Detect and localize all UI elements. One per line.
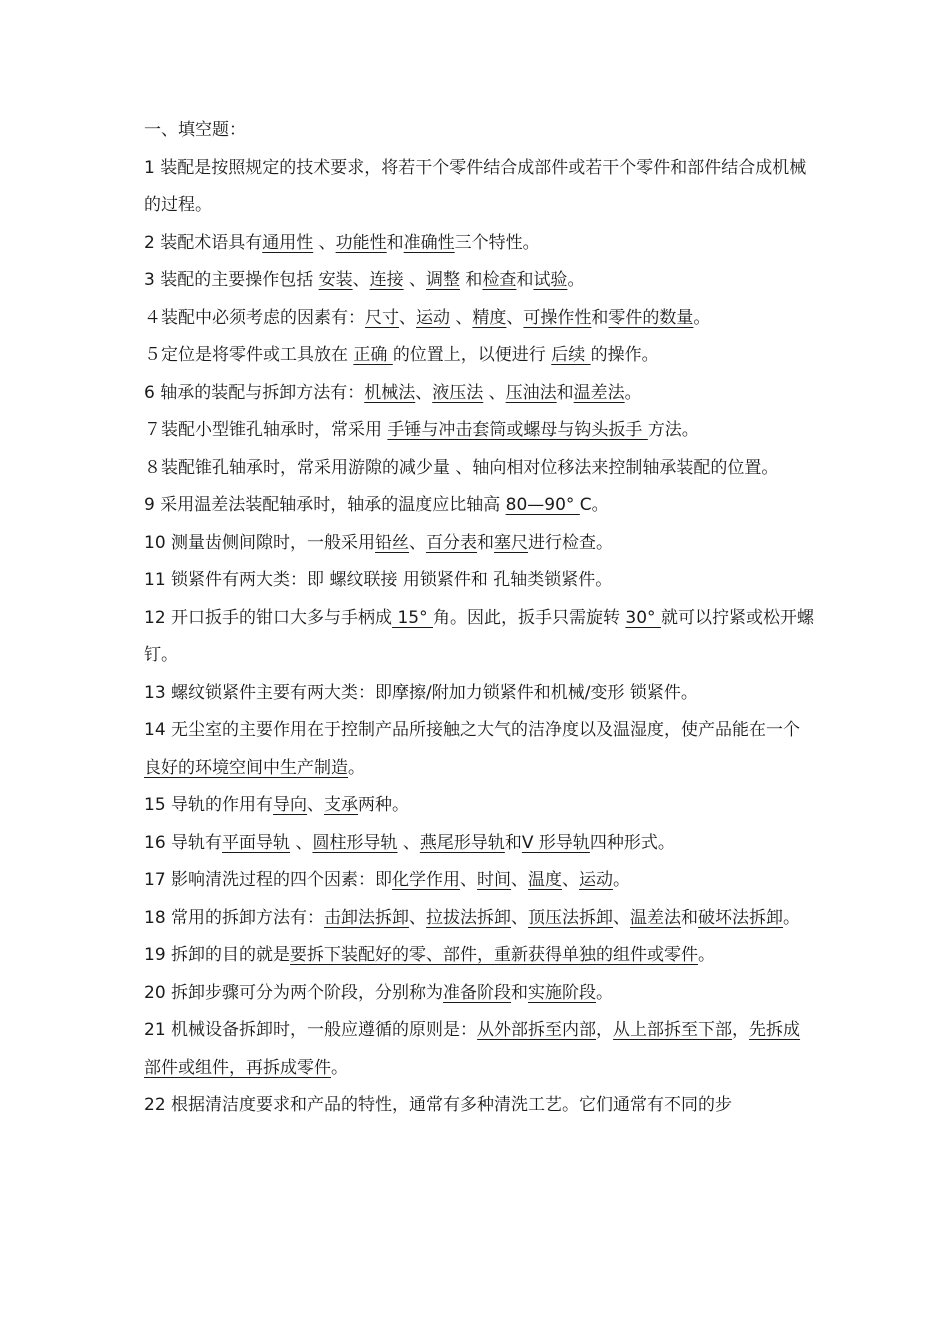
question-text: 10 测量齿侧间隙时，一般采用 bbox=[144, 532, 376, 553]
section-heading: 一、填空题： bbox=[144, 120, 246, 140]
question-item bbox=[144, 562, 814, 600]
answer-blank: 温差法 bbox=[630, 907, 682, 928]
answer-blank: 顶压法拆卸 bbox=[528, 907, 614, 928]
question-text: 三个特性。 bbox=[454, 232, 540, 253]
question-text: 。 bbox=[698, 945, 716, 965]
question-text: 和 bbox=[681, 907, 699, 928]
question-text: 12 开口扳手的钳口大多与手柄成 bbox=[144, 607, 393, 628]
answer-blank: 后续 bbox=[551, 345, 591, 365]
answer-blank: 时间 bbox=[477, 870, 512, 890]
answer-blank: 机械法 bbox=[364, 382, 416, 403]
answer-blank: 可操作性 bbox=[523, 307, 592, 328]
question-text: 、 bbox=[290, 832, 313, 853]
answer-blank: 良好的环境空间中生产制造 bbox=[144, 757, 348, 778]
answer-blank: 导向 bbox=[273, 795, 308, 815]
question-text: 就可以拧紧或松开螺钉。 bbox=[144, 607, 814, 665]
answer-blank: 铅丝 bbox=[375, 532, 410, 553]
question-text: 角。因此，扳手只需旋转 bbox=[433, 607, 626, 628]
answer-blank: 80—90° bbox=[505, 495, 580, 515]
answer-blank: 功能性 bbox=[335, 232, 387, 253]
answer-blank: 检查 bbox=[482, 270, 517, 290]
question-text: 。 bbox=[624, 382, 642, 403]
answer-blank: 准备阶段 bbox=[443, 982, 512, 1003]
question-text: 、 bbox=[415, 382, 433, 403]
question-text: 17 影响清洗过程的四个因素：即 bbox=[144, 870, 393, 890]
question-text: 。 bbox=[693, 307, 711, 328]
question-text: ， bbox=[732, 1020, 750, 1040]
answer-blank: 圆柱形导轨 bbox=[312, 832, 398, 853]
document-page bbox=[144, 112, 814, 1125]
answer-blank: 试验 bbox=[533, 270, 568, 290]
question-text: 。 bbox=[613, 870, 631, 890]
question-text: C。 bbox=[579, 495, 609, 515]
question-item bbox=[144, 225, 814, 263]
question-text: 和 bbox=[477, 532, 495, 553]
question-text: 6 轴承的装配与拆卸方法有： bbox=[144, 382, 365, 403]
answer-blank: 精度 bbox=[472, 307, 507, 328]
question-text: 18 常用的拆卸方法有： bbox=[144, 907, 325, 928]
question-list bbox=[144, 150, 814, 1125]
question-text: 15 导轨的作用有 bbox=[144, 795, 274, 815]
answer-blank: 实施阶段 bbox=[528, 982, 597, 1003]
answer-blank: 从上部拆至下部 bbox=[613, 1020, 733, 1040]
question-text: ４装配中必须考虑的因素有： bbox=[144, 307, 365, 328]
answer-blank: 燕尾形导轨 bbox=[419, 832, 505, 853]
question-text: 四种形式。 bbox=[589, 832, 675, 853]
question-text: 、 bbox=[511, 907, 529, 928]
question-text: 21 机械设备拆卸时，一般应遵循的原则是： bbox=[144, 1020, 478, 1040]
question-text: 22 根据清洁度要求和产品的特性，通常有多种清洗工艺。它们通常有不同的步 bbox=[144, 1095, 733, 1115]
question-text: 11 锁紧件有两大类：即 螺纹联接 用锁紧件和 孔轴类锁紧件。 bbox=[144, 570, 613, 590]
question-text: 、 bbox=[399, 307, 416, 328]
question-text: 19 拆卸的目的就是 bbox=[144, 945, 291, 965]
question-item bbox=[144, 375, 814, 413]
question-item bbox=[144, 900, 814, 938]
question-text: 3 装配的主要操作包括 bbox=[144, 270, 319, 290]
question-text: 16 导轨有 bbox=[144, 832, 223, 853]
answer-blank: 调整 bbox=[426, 270, 461, 290]
question-text: 的操作。 bbox=[590, 345, 659, 365]
question-text: 、 bbox=[352, 270, 370, 290]
question-text: 。 bbox=[596, 982, 614, 1003]
question-text: 、 bbox=[450, 307, 473, 328]
question-item bbox=[144, 1087, 814, 1125]
question-text: 20 拆卸步骤可分为两个阶段，分别称为 bbox=[144, 982, 444, 1003]
question-text: 和 bbox=[556, 382, 574, 403]
question-text: 2 装配术语具有 bbox=[144, 232, 263, 253]
question-item bbox=[144, 975, 814, 1013]
question-text: 和 bbox=[591, 307, 609, 328]
answer-blank: 正确 bbox=[353, 345, 393, 365]
answer-blank: 手锤与冲击套筒或螺母与钩头扳手 bbox=[387, 420, 648, 440]
question-item bbox=[144, 487, 814, 525]
question-text: 、 bbox=[506, 307, 524, 328]
question-text: ５定位是将零件或工具放在 bbox=[144, 345, 354, 365]
answer-blank: 平面导轨 bbox=[222, 832, 291, 853]
question-text: 1 装配是按照规定的技术要求，将若干个零件结合成部件或若干个零件和部件结合成机械的过程。 bbox=[144, 157, 807, 215]
question-text: 、 bbox=[460, 870, 478, 890]
question-item bbox=[144, 600, 814, 675]
question-text: 9 采用温差法装配轴承时，轴承的温度应比轴高 bbox=[144, 495, 506, 515]
question-text: 14 无尘室的主要作用在于控制产品所接触之大气的洁净度以及温湿度，使产品能在一个 bbox=[144, 720, 801, 740]
answer-blank: 支承 bbox=[324, 795, 359, 815]
answer-blank: 连接 bbox=[369, 270, 404, 290]
question-item bbox=[144, 862, 814, 900]
answer-blank: 击卸法拆卸 bbox=[324, 907, 410, 928]
question-text: 、 bbox=[397, 832, 420, 853]
question-text: 。 bbox=[348, 757, 365, 778]
answer-blank: V 形导轨 bbox=[521, 832, 590, 853]
question-text: 。 bbox=[783, 907, 801, 928]
question-text: 13 螺纹锁紧件主要有两大类：即摩擦/附加力锁紧件和机械/变形 锁紧件。 bbox=[144, 682, 698, 703]
question-text: 和 bbox=[516, 270, 534, 290]
question-text: 、 bbox=[613, 907, 631, 928]
answer-blank: 液压法 bbox=[432, 382, 484, 403]
answer-blank: 破坏法拆卸 bbox=[698, 907, 784, 928]
question-item bbox=[144, 412, 814, 450]
answer-blank: 百分表 bbox=[426, 532, 478, 553]
question-text: 的位置上，以便进行 bbox=[392, 345, 552, 365]
question-item bbox=[144, 337, 814, 375]
answer-blank: 从外部拆至内部 bbox=[477, 1020, 597, 1040]
answer-blank: 30° bbox=[625, 607, 661, 628]
answer-blank: 压油法 bbox=[505, 382, 557, 403]
question-item bbox=[144, 450, 814, 488]
answer-blank: 要拆下装配好的零、部件，重新获得单独的组件或零件 bbox=[290, 945, 699, 965]
question-text: 方法。 bbox=[647, 420, 699, 440]
question-text: 、 bbox=[313, 232, 336, 253]
answer-blank: 准确性 bbox=[403, 232, 455, 253]
question-text: 和 bbox=[504, 832, 522, 853]
answer-blank: 先拆成部件或组件，再拆成零件 bbox=[144, 1020, 801, 1078]
question-text: 、 bbox=[409, 907, 427, 928]
question-item bbox=[144, 525, 814, 563]
question-text: 、 bbox=[403, 270, 427, 290]
question-item bbox=[144, 1012, 814, 1087]
answer-blank: 温差法 bbox=[573, 382, 625, 403]
answer-blank: 运动 bbox=[416, 307, 450, 328]
question-item bbox=[144, 825, 814, 863]
question-text: 、 bbox=[307, 795, 325, 815]
answer-blank: 尺寸 bbox=[365, 307, 399, 328]
question-item bbox=[144, 937, 814, 975]
question-item bbox=[144, 150, 814, 225]
question-text: 和 bbox=[511, 982, 529, 1003]
question-text: ７装配小型锥孔轴承时，常采用 bbox=[144, 420, 388, 440]
question-item bbox=[144, 787, 814, 825]
question-text: 进行检查。 bbox=[528, 532, 614, 553]
question-text: 两种。 bbox=[358, 795, 410, 815]
question-text: 。 bbox=[567, 270, 585, 290]
question-text: 、 bbox=[562, 870, 580, 890]
question-item bbox=[144, 675, 814, 713]
answer-blank: 化学作用 bbox=[392, 870, 461, 890]
question-text: ８装配锥孔轴承时，常采用游隙的减少量 、轴向相对位移法来控制轴承装配的位置。 bbox=[144, 457, 779, 478]
question-text: 、 bbox=[409, 532, 427, 553]
answer-blank: 运动 bbox=[579, 870, 614, 890]
question-text: ， bbox=[596, 1020, 614, 1040]
answer-blank: 塞尺 bbox=[494, 532, 529, 553]
question-text: 和 bbox=[460, 270, 483, 290]
answer-blank: 温度 bbox=[528, 870, 563, 890]
question-item bbox=[144, 712, 814, 787]
answer-blank: 15° bbox=[392, 607, 433, 628]
answer-blank: 拉拔法拆卸 bbox=[426, 907, 512, 928]
question-text: 和 bbox=[386, 232, 404, 253]
question-text: 。 bbox=[331, 1057, 348, 1078]
question-text: 、 bbox=[511, 870, 529, 890]
question-item bbox=[144, 300, 814, 338]
question-item bbox=[144, 262, 814, 300]
answer-blank: 通用性 bbox=[262, 232, 314, 253]
answer-blank: 安装 bbox=[318, 270, 353, 290]
answer-blank: 零件的数量 bbox=[608, 307, 694, 328]
question-text: 、 bbox=[483, 382, 506, 403]
